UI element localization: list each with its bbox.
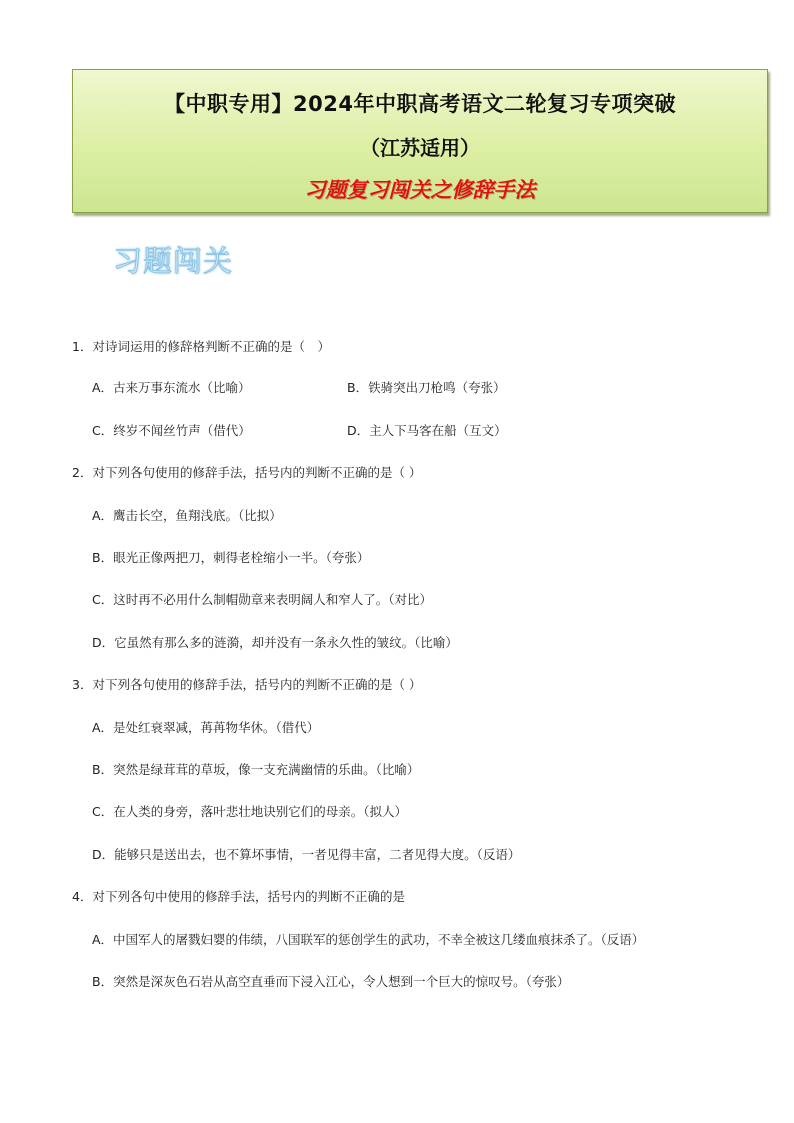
question-3-option-d: D．能够只是送出去，也不算坏事情，一者见得丰富，二者见得大度。（反语） (92, 847, 521, 862)
question-4-option-b: B．突然是深灰色石岩从高空直垂而下浸入江心，令人想到一个巨大的惊叹号。（夸张） (92, 974, 570, 989)
section-title: 习题闯关 (113, 244, 234, 278)
question-1-option-c: C．终岁不闻丝竹声（借代） (92, 423, 251, 438)
question-3-option-c: C．在人类的身旁，落叶悲壮地诀别它们的母亲。（拟人） (92, 804, 407, 819)
question-2-option-b: B．眼光正像两把刀，刺得老栓缩小一半。（夸张） (92, 550, 370, 565)
question-1-stem: 1．对诗词运用的修辞格判断不正确的是（ ） (72, 339, 330, 354)
question-1-option-a: A．古来万事东流水（比喻） (92, 380, 251, 395)
question-2-stem: 2．对下列各句使用的修辞手法，括号内的判断不正确的是（ ） (72, 465, 422, 480)
question-3-stem: 3．对下列各句使用的修辞手法，括号内的判断不正确的是（ ） (72, 677, 422, 692)
question-2-option-d: D．它虽然有那么多的涟漪，却并没有一条永久性的皱纹。（比喻） (92, 635, 458, 650)
title-banner (72, 69, 768, 213)
document-title: 【中职专用】2024年中职高考语文二轮复习专项突破 (164, 92, 676, 116)
document-subtitle: 习题复习闯关之修辞手法 (304, 178, 536, 202)
document-region-label: （江苏适用） (360, 136, 480, 160)
question-4-stem: 4．对下列各句中使用的修辞手法，括号内的判断不正确的是 (72, 889, 405, 904)
question-2-option-c: C．这时再不必用什么制帽勋章来表明阔人和窄人了。（对比） (92, 592, 432, 607)
question-1-option-d: D．主人下马客在船（互文） (347, 423, 507, 438)
question-3-option-a: A．是处红衰翠减，苒苒物华休。（借代） (92, 720, 320, 735)
question-4-option-a: A．中国军人的屠戮妇婴的伟绩，八国联军的惩创学生的武功，不幸全被这几缕血痕抹杀了。（反语） (92, 932, 645, 947)
question-2-option-a: A．鹰击长空，鱼翔浅底。（比拟） (92, 508, 282, 523)
question-3-option-b: B．突然是绿茸茸的草坂，像一支充满幽情的乐曲。（比喻） (92, 762, 420, 777)
question-1-option-b: B．铁骑突出刀枪鸣（夸张） (347, 380, 506, 395)
